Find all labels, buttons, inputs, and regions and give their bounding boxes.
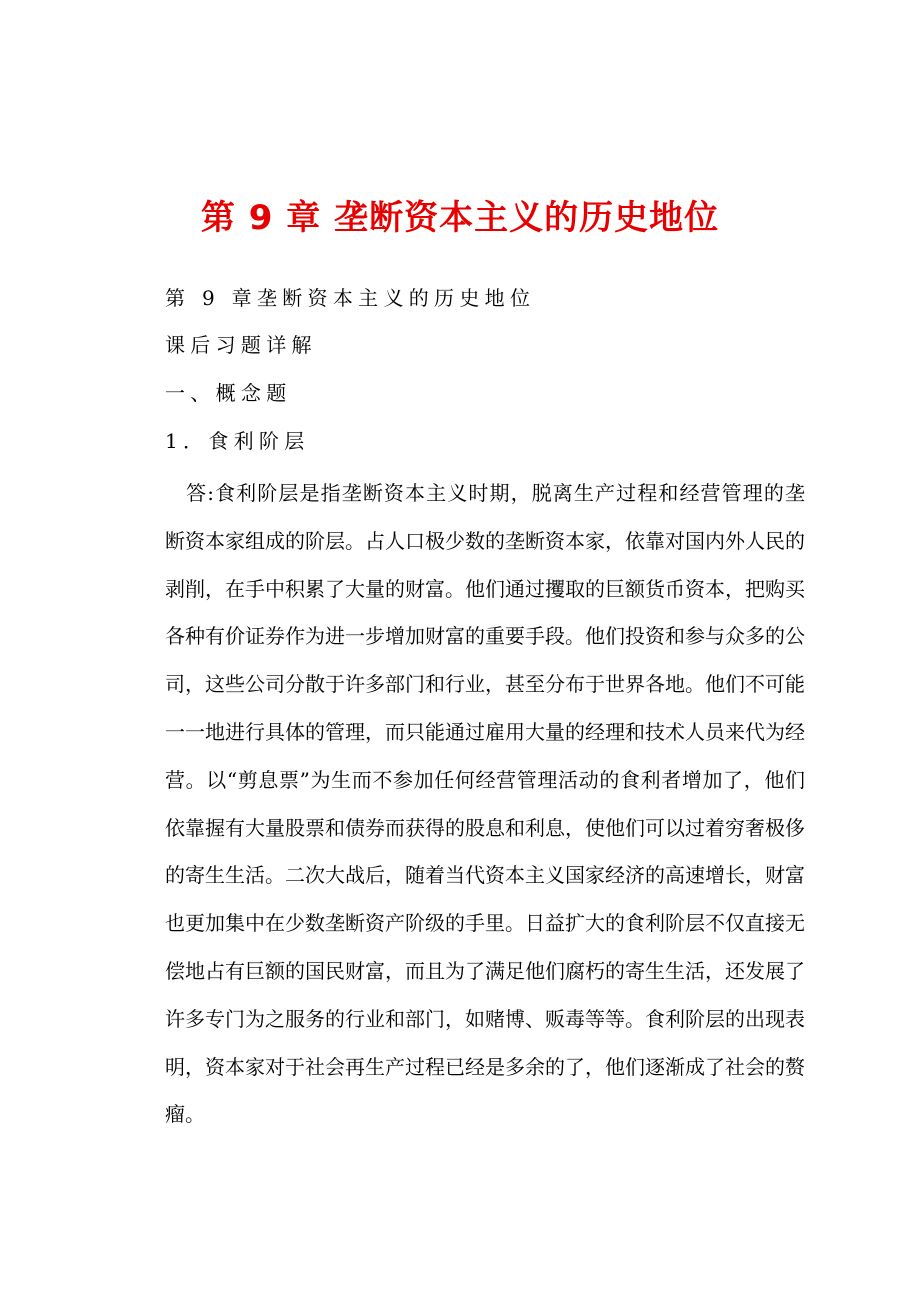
answer-line: 瘤。 — [165, 1102, 205, 1127]
answer-line: 依靠握有大量股票和债券而获得的股息和利息，使他们可以过着穷奢极侈 — [165, 815, 805, 840]
answer-line: 答:食利阶层是指垄断资本主义时期，脱离生产过程和经营管理的垄 — [165, 481, 805, 505]
answer-line: 偿地占有巨额的国民财富，而且为了满足他们腐朽的寄生生活，还发展了 — [165, 959, 805, 983]
answer-line: 各种有价证券作为进一步增加财富的重要手段。他们投资和参与众多的公 — [165, 624, 805, 649]
answer-line: 剥削，在手中积累了大量的财富。他们通过攫取的巨额货币资本，把购买 — [165, 576, 805, 601]
answer-line: 一一地进行具体的管理，而只能通过雇用大量的经理和技术人员来代为经 — [165, 720, 805, 744]
answer-line: 的寄生生活。二次大战后，随着当代资本主义国家经济的高速增长，财富 — [165, 863, 805, 888]
answer-line: 也更加集中在少数垄断资产阶级的手里。日益扩大的食利阶层不仅直接无 — [165, 911, 805, 936]
question-heading: 1．食利阶层 — [165, 429, 310, 453]
page-title: 第 9 章 垄断资本主义的历史地位 — [200, 198, 720, 238]
answer-line: 营。以“剪息票”为生而不参加任何经营管理活动的食利者增加了，他们 — [165, 767, 805, 792]
answer-line: 明，资本家对于社会再生产过程已经是多余的了，他们逐渐成了社会的赘 — [165, 1054, 805, 1079]
subtitle: 第 9 章垄断资本主义的历史地位 — [165, 286, 536, 310]
answer-line: 断资本家组成的阶层。占人口极少数的垄断资本家，依靠对国内外人民的 — [165, 528, 805, 553]
answer-line: 司，这些公司分散于许多部门和行业，甚至分布于世界各地。他们不可能 — [165, 672, 805, 697]
part-heading: 一、概念题 — [165, 381, 292, 405]
answer-line: 许多专门为之服务的行业和部门，如赌博、贩毒等等。食利阶层的出现表 — [165, 1006, 805, 1031]
section-heading: 课后习题详解 — [165, 333, 317, 357]
